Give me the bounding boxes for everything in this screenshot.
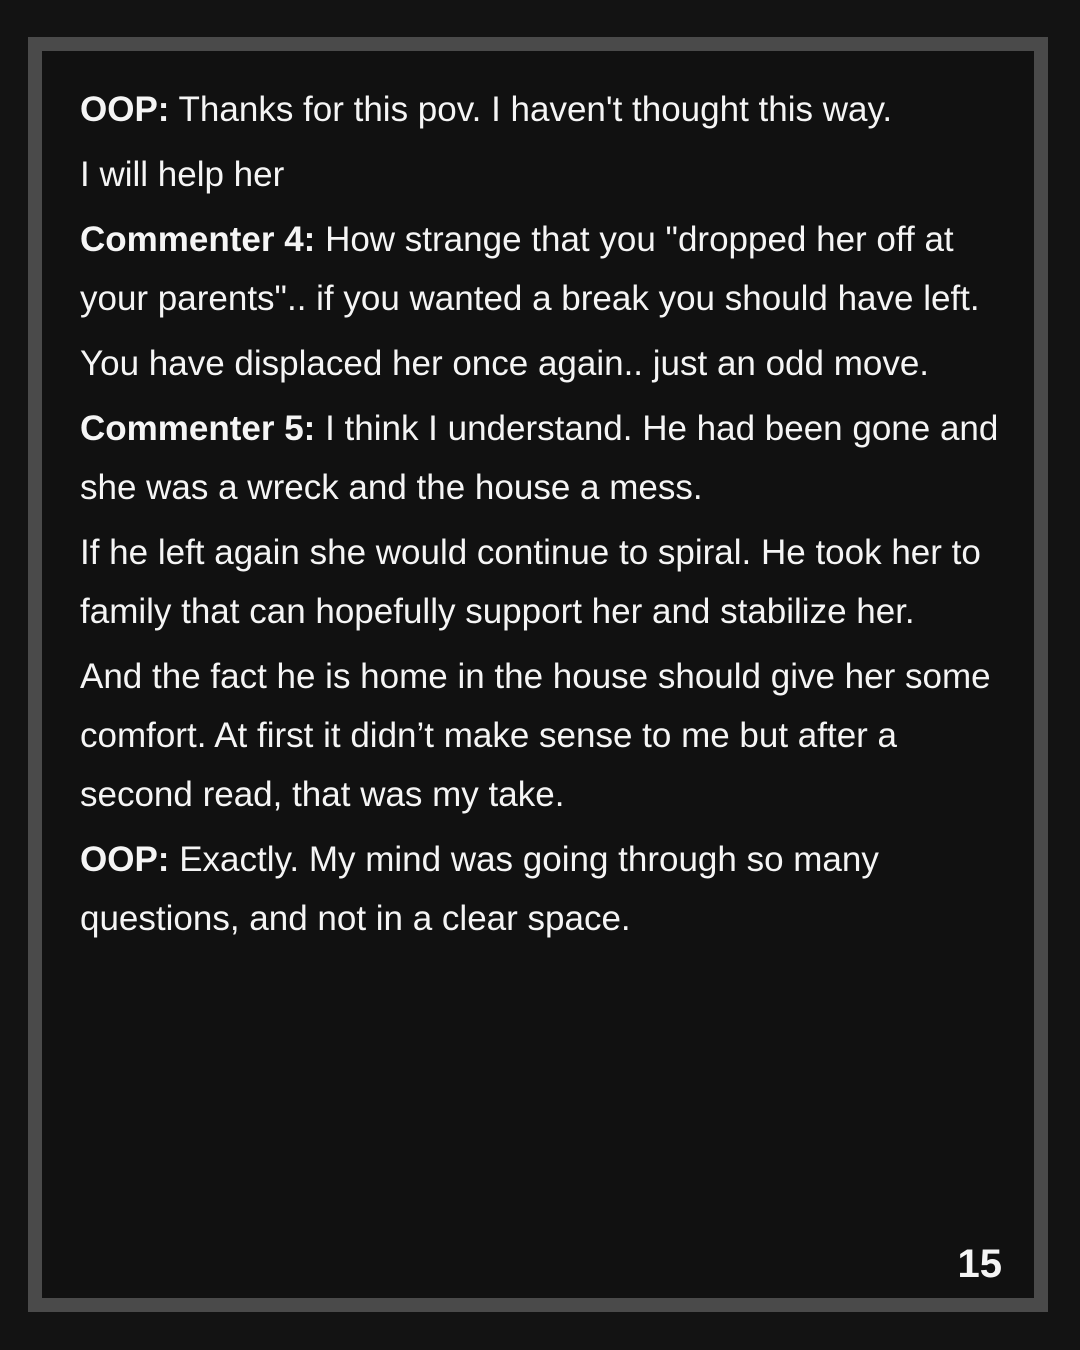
paragraph-text: I will help her [80, 155, 285, 194]
paragraph-commenter-5 [80, 399, 1000, 517]
speaker-label: Commenter 4: [80, 220, 316, 259]
paragraph-commenter-4 [80, 210, 1000, 328]
paragraph-text: Exactly. My mind was going through so many questions, and not in a clear space. [80, 840, 879, 938]
paragraph-oop-1 [80, 80, 1000, 139]
paragraph-commenter-5-continued-2 [80, 647, 1000, 824]
paragraph-text: You have displaced her once again.. just an odd move. [80, 344, 930, 383]
speaker-label: Commenter 5: [80, 409, 316, 448]
paragraph-text: How strange that you "dropped her off at your parents".. if you wanted a break you should have left. [80, 220, 980, 318]
paragraph-commenter-5-continued-1 [80, 523, 1000, 641]
paragraph-text: I think I understand. He had been gone and she was a wreck and the house a mess. [80, 409, 999, 507]
paragraph-text: And the fact he is home in the house should give her some comfort. At first it didn’t make sense to me but after a second read, that was my take. [80, 657, 991, 814]
paragraph-text: Thanks for this pov. I haven't thought this way. [178, 90, 893, 129]
conversation-text [80, 80, 1000, 954]
page-number: 15 [957, 1242, 1002, 1286]
paragraph-commenter-4-continued [80, 334, 1000, 393]
paragraph-oop-2 [80, 830, 1000, 948]
speaker-label: OOP: [80, 90, 170, 129]
paragraph-oop-1-continued [80, 145, 1000, 204]
speaker-label: OOP: [80, 840, 170, 879]
paragraph-text: If he left again she would continue to spiral. He took her to family that can hopefully support her and stabilize her. [80, 533, 981, 631]
